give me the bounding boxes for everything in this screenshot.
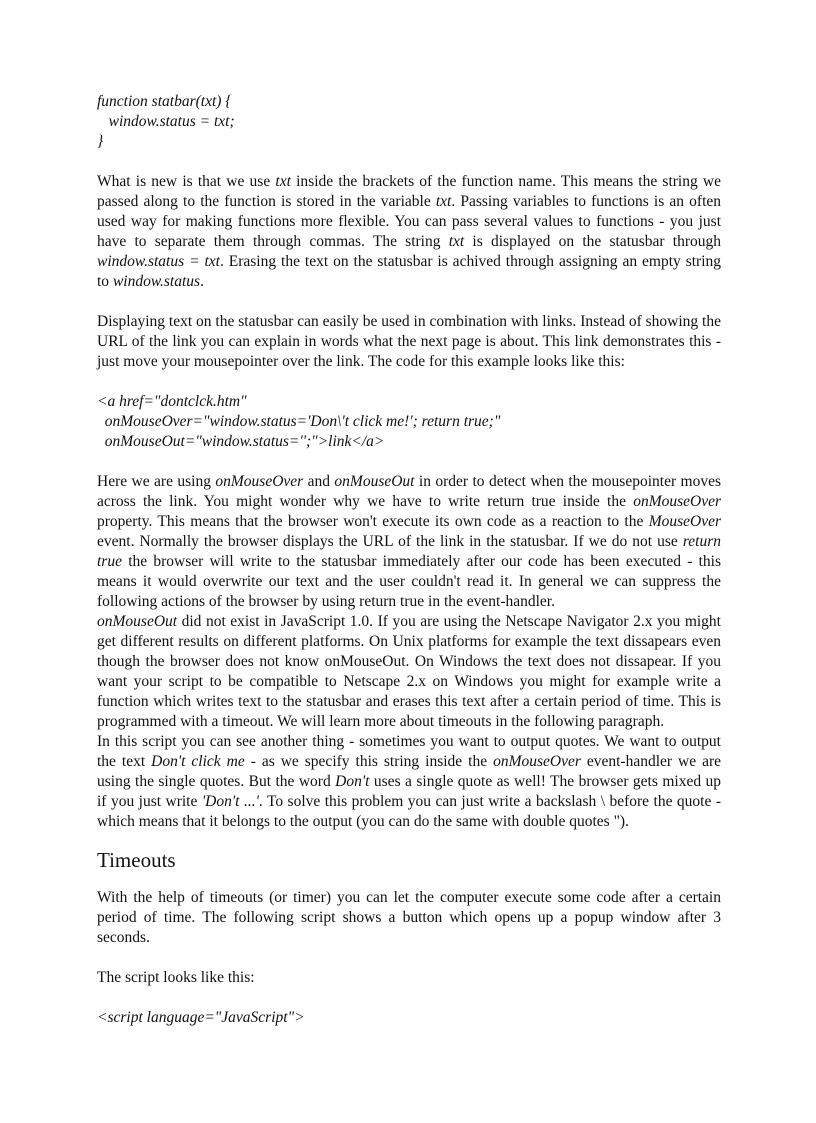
paragraph-function-params: What is new is that we use txt inside the brackets of the function name. This means the string we passed along to the function is stored in the variable txt. Passing variables to functions is an often used way for making functions more flexible. You can pass several values to functions - you just have to separate them through commas. The string txt is displayed on the statusbar through window.status = txt. Erasing the text on the statusbar is achived through assigning an empty string to window.status. [97,173,722,290]
paragraph-statusbar-links: Displaying text on the statusbar can easily be used in combination with links. Instead of showing the URL of the link you can explain in words what the next page is about. This link demonstrates this - just move your mousepointer over the link. The code for this example looks like this: [97,313,721,370]
section-heading-timeouts: Timeouts [97,848,176,872]
code-line: <a href="dontclck.htm" [97,393,247,410]
code-block-script [97,1008,721,1028]
code-line: <script language="JavaScript"> [97,1009,305,1026]
code-line: function statbar(txt) { [97,93,232,110]
paragraph-timeouts-intro: With the help of timeouts (or timer) you can let the computer execute some code after a certain period of time. The following script shows a button which opens up a popup window after 3 seconds. [97,889,721,946]
paragraph-script-intro: The script looks like this: [97,969,255,986]
paragraph-quotes: In this script you can see another thing - sometimes you want to output quotes. We want to output the text Don't click me - as we specify this string inside the onMouseOver event-handler we are using the single quotes. But the word Don't uses a single quote as well! The browser gets mixed up if you just write 'Don't ...'. To solve this problem you can just write a backslash \ before the quote - which means that it belongs to the output (you can do the same with double quotes "). [97,733,722,830]
paragraph-mouseover: Here we are using onMouseOver and onMouseOut in order to detect when the mousepointer moves across the link. You might wonder why we have to write return true inside the onMouseOver property. This means that the browser won't execute its own code as a reaction to the MouseOver event. Normally the browser displays the URL of the link in the statusbar. If we do not use return true the browser will write to the statusbar immediately after our code has been executed - this means it would overwrite our text and the user couldn't read it. In general we can suppress the following actions of the browser by using return true in the event-handler. [97,473,721,610]
code-line: onMouseOut="window.status='';">link</a> [97,433,385,450]
code-block-statbar [97,92,721,152]
code-line: onMouseOver="window.status='Don\'t click me!'; return true;" [97,413,501,430]
code-line: window.status = txt; [97,113,235,130]
document-page [97,92,721,1028]
code-block-link [97,392,721,452]
paragraph-mouseout: onMouseOut did not exist in JavaScript 1.0. If you are using the Netscape Navigator 2.x you might get different results on different platforms. On Unix platforms for example the text dissapears even though the browser does not know onMouseOut. On Windows the text does not dissapear. If you want your script to be compatible to Netscape 2.x on Windows you might for example write a function which writes text to the statusbar and erases this text after a certain period of time. This is programmed with a timeout. We will learn more about timeouts in the following paragraph. [97,613,721,730]
code-line: } [97,133,104,150]
